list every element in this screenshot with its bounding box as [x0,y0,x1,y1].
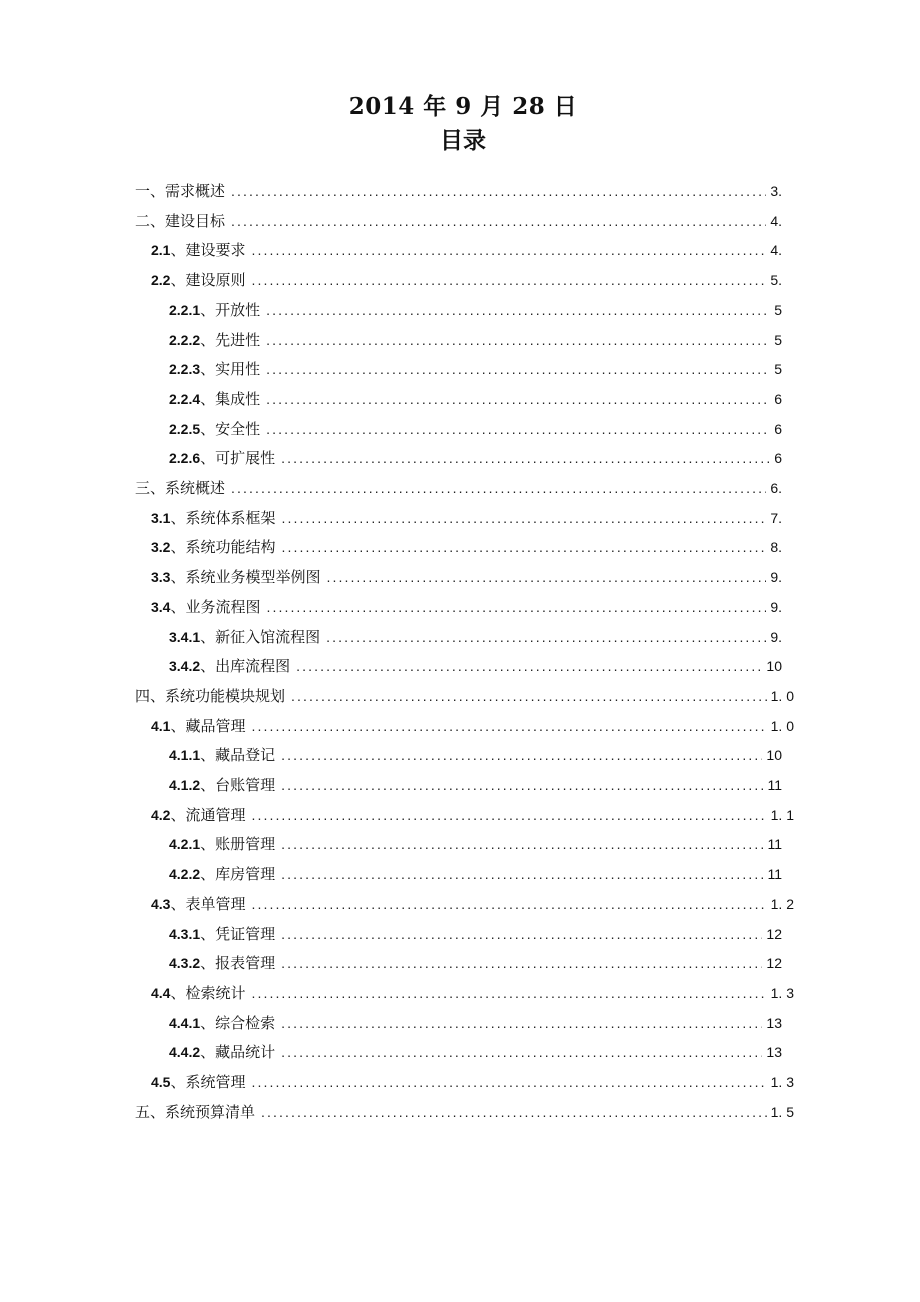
toc-entry-page: 7. [770,509,782,526]
toc-entry[interactable] [169,948,782,978]
toc-entry-number: 2.2.6 [169,450,201,467]
toc-entry-title: 二、建设目标 [135,211,226,230]
toc-entry[interactable] [169,829,782,859]
toc-entry[interactable] [169,295,782,325]
toc-dot-leader [281,859,763,889]
toc-dot-leader [291,681,767,711]
toc-entry-page: 5. [770,272,782,289]
toc-dot-leader [281,1037,762,1067]
toc-dot-leader [251,978,766,1008]
toc-dot-leader [281,948,762,978]
document-date: 2014 年 9 月 28 日 [348,93,578,120]
toc-entry-number: 3.4.2 [169,658,201,675]
toc-entry[interactable] [151,889,794,919]
toc-entry-title: 、系统体系框架 [170,508,276,527]
toc-entry-page: 10 [766,658,782,675]
toc-dot-leader [231,473,766,503]
toc-entry-title: 、开放性 [200,300,261,319]
toc-entry-page: 6. [770,480,782,496]
toc-entry-page: 11 [767,777,782,793]
toc-entry-title: 三、系统概述 [135,479,226,497]
toc-entry-number: 4.4.2 [169,1044,201,1061]
toc-dot-leader [266,592,766,622]
toc-dot-leader [251,889,766,919]
toc-entry-title: 、台账管理 [200,776,276,794]
toc-entry[interactable] [151,800,794,830]
toc-entry-number: 4.3 [151,895,171,912]
toc-dot-leader [281,770,763,800]
toc-entry-page: 6 [774,390,782,407]
toc-entry[interactable] [169,354,782,384]
toc-entry-title: 五、系统预算清单 [135,1102,256,1121]
toc-entry[interactable] [151,503,782,533]
toc-entry-title: 、账册管理 [200,835,276,854]
toc-entry-title: 、检索统计 [170,983,246,1002]
toc-entry-title: 、新征入馆流程图 [200,627,321,646]
toc-entry-page: 1. 0 [770,687,794,704]
toc-entry[interactable] [151,532,782,562]
toc-entry-title: 、流通管理 [170,805,246,824]
toc-dot-leader [251,265,766,295]
toc-entry-title: 、库房管理 [200,865,276,884]
toc-entry-title: 、综合检索 [200,1013,276,1032]
toc-entry-title: 、系统管理 [170,1073,246,1091]
toc-dot-leader [281,1008,762,1038]
toc-entry-page: 13 [766,1014,782,1031]
toc-entry-page: 13 [766,1044,782,1061]
toc-entry[interactable] [151,711,794,741]
toc-dot-leader [266,414,770,444]
toc-entry-page: 11 [767,866,782,883]
toc-dot-leader [266,295,770,325]
toc-entry[interactable] [169,622,782,652]
toc-dot-leader [281,503,766,533]
toc-entry-title: 、业务流程图 [170,597,261,616]
toc-dot-leader [251,235,766,265]
toc-dot-leader [251,1067,766,1097]
toc-entry-title: 、藏品统计 [200,1043,276,1062]
toc-dot-leader [281,829,763,859]
toc-entry[interactable] [135,206,782,236]
toc-entry[interactable] [151,265,782,295]
toc-entry-page: 1. 3 [770,1074,794,1090]
toc-entry-title: 、建设原则 [170,271,246,290]
toc-entry-page: 11 [767,836,782,853]
toc-entry-title: 、系统功能结构 [170,538,276,557]
toc-entry-page: 1. 2 [770,895,794,912]
toc-entry[interactable] [169,651,782,681]
toc-entry-number: 4.3.2 [169,955,201,972]
toc-entry-number: 2.2.4 [169,390,201,407]
toc-dot-leader [231,176,766,206]
toc-entry-number: 2.2 [151,272,171,289]
toc-entry-number: 3.2 [151,539,171,556]
toc-entry-page: 1. 3 [770,984,794,1001]
toc-entry-page: 9. [770,569,782,586]
toc-entry[interactable] [135,1097,794,1127]
toc-entry-number: 3.4 [151,598,171,615]
toc-entry-page: 1. 5 [770,1103,794,1120]
toc-entry-title: 、可扩展性 [200,449,276,468]
toc-dot-leader [296,651,762,681]
toc-entry[interactable] [151,235,782,265]
toc-entry-page: 12 [766,925,782,942]
toc-entry-number: 2.2.1 [169,301,201,318]
toc-entry-page: 3. [770,183,782,199]
toc-entry-number: 4.1 [151,717,171,734]
toc-entry-title: 、实用性 [200,360,261,379]
toc-dot-leader [281,740,762,770]
toc-entry-number: 4.5 [151,1074,171,1090]
toc-entry[interactable] [169,740,782,770]
toc-entry-number: 4.3.1 [169,925,201,942]
toc-entry-title: 、建设要求 [170,241,246,260]
toc-entry-number: 2.2.2 [169,331,201,348]
toc-entry[interactable] [135,681,794,711]
toc-entry[interactable] [169,384,782,414]
toc-entry-page: 1. 0 [770,717,794,734]
toc-entry-number: 3.4.1 [169,628,201,645]
toc-entry-page: 5 [774,301,782,318]
toc-dot-leader [266,325,770,355]
toc-entry-title: 、藏品管理 [170,716,246,735]
toc-entry-number: 4.1.1 [169,747,201,764]
toc-dot-leader [266,354,770,384]
toc-entry-title: 、安全性 [200,419,261,438]
toc-entry-page: 5 [774,361,782,378]
toc-dot-leader [326,562,766,592]
toc-entry-page: 8. [770,539,782,556]
toc-entry[interactable] [151,978,794,1008]
toc-entry-title: 、出库流程图 [200,657,291,676]
toc-entry-number: 4.2.1 [169,836,201,853]
toc-dot-leader [281,919,762,949]
toc-entry-number: 4.2.2 [169,866,201,883]
toc-entry[interactable] [169,1008,782,1038]
toc-entry[interactable] [169,770,782,800]
toc-entry-page: 4. [770,212,782,229]
toc-entry-page: 1. 1 [770,806,794,823]
toc-entry-number: 4.2 [151,806,171,823]
toc-entry-title: 、报表管理 [200,954,276,973]
toc-dot-leader [251,800,766,830]
toc-entry[interactable] [169,1037,782,1067]
toc-entry-title: 、藏品登记 [200,746,276,765]
toc-entry[interactable] [169,919,782,949]
toc-entry-title: 、先进性 [200,330,261,349]
toc-entry[interactable] [169,325,782,355]
toc-entry[interactable] [169,414,782,444]
toc-dot-leader [281,532,766,562]
toc-entry-title: 、表单管理 [170,894,246,913]
toc-dot-leader [231,206,766,236]
toc-dot-leader [266,384,770,414]
toc-entry[interactable] [151,1067,794,1097]
toc-dot-leader [326,622,766,652]
toc-dot-leader [281,443,770,473]
toc-entry-page: 9. [770,628,782,645]
toc-entry[interactable] [135,176,782,206]
toc-entry-page: 6 [774,420,782,437]
toc-entry-page: 12 [766,955,782,972]
toc-entry[interactable] [151,592,782,622]
toc-entry-title: 、集成性 [200,389,261,408]
toc-entry-title: 四、系统功能模块规划 [135,686,286,705]
toc-entry-page: 4. [770,242,782,259]
toc-entry-number: 4.4.1 [169,1014,201,1031]
toc-dot-leader [261,1097,767,1127]
toc-entry-page: 9. [770,598,782,615]
toc-entry-number: 2.1 [151,242,171,259]
toc-entry-page: 10 [766,747,782,764]
toc-entry-page: 6 [774,450,782,467]
toc-entry-number: 4.4 [151,984,171,1001]
toc-entry[interactable] [135,473,782,503]
toc-entry[interactable] [169,859,782,889]
toc-title: 目录 [440,128,486,154]
toc-entry-title: 一、需求概述 [135,182,226,200]
toc-entry-number: 4.1.2 [169,777,201,793]
toc-entry-title: 、系统业务模型举例图 [170,568,321,587]
toc-entry-number: 2.2.3 [169,361,201,378]
toc-entry-page: 5 [774,331,782,348]
toc-entry-number: 3.3 [151,569,171,586]
toc-entry-number: 3.1 [151,509,171,526]
toc-entry-number: 2.2.5 [169,420,201,437]
toc-entry[interactable] [169,443,782,473]
toc-entry[interactable] [151,562,782,592]
toc-entry-title: 、凭证管理 [200,924,276,943]
toc-dot-leader [251,711,766,741]
